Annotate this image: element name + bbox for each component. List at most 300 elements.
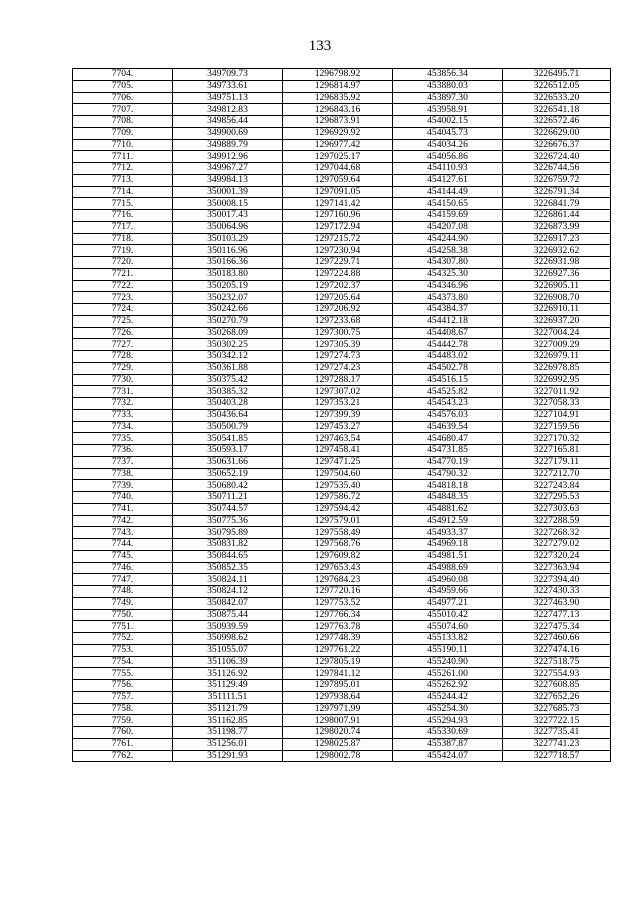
table-row (73, 738, 611, 750)
table-row (73, 492, 611, 504)
y2-coordinate-cell: 3227004.24 (503, 327, 611, 339)
x2-coordinate-cell: 455424.07 (393, 750, 503, 762)
y1-coordinate-cell: 1297453.27 (283, 421, 393, 433)
x1-coordinate-cell: 350166.36 (173, 257, 283, 269)
x1-coordinate-cell: 349900.69 (173, 127, 283, 139)
table-row (73, 186, 611, 198)
y2-coordinate-cell: 3226917.23 (503, 233, 611, 245)
x1-coordinate-cell: 350795.89 (173, 527, 283, 539)
y2-coordinate-cell: 3227394.40 (503, 574, 611, 586)
x1-coordinate-cell: 349967.27 (173, 163, 283, 175)
y1-coordinate-cell: 1297353.21 (283, 398, 393, 410)
x2-coordinate-cell: 454988.69 (393, 562, 503, 574)
table-row (73, 69, 611, 81)
table-row (73, 515, 611, 527)
table-row (73, 727, 611, 739)
x2-coordinate-cell: 455262.92 (393, 680, 503, 692)
x1-coordinate-cell: 350342.12 (173, 351, 283, 363)
point-number-cell: 7721. (73, 268, 173, 280)
point-number-cell: 7704. (73, 69, 173, 81)
x2-coordinate-cell: 454207.08 (393, 221, 503, 233)
point-number-cell: 7712. (73, 163, 173, 175)
x1-coordinate-cell: 351129.49 (173, 680, 283, 692)
y2-coordinate-cell: 3226841.79 (503, 198, 611, 210)
y2-coordinate-cell: 3227165.81 (503, 445, 611, 457)
table-row (73, 151, 611, 163)
y1-coordinate-cell: 1297025.17 (283, 151, 393, 163)
x1-coordinate-cell: 349856.44 (173, 116, 283, 128)
y1-coordinate-cell: 1297307.02 (283, 386, 393, 398)
x1-coordinate-cell: 350939.59 (173, 621, 283, 633)
x2-coordinate-cell: 454818.18 (393, 480, 503, 492)
x1-coordinate-cell: 350232.07 (173, 292, 283, 304)
y2-coordinate-cell: 3227474.16 (503, 644, 611, 656)
point-number-cell: 7716. (73, 210, 173, 222)
y2-coordinate-cell: 3226495.71 (503, 69, 611, 81)
point-number-cell: 7733. (73, 409, 173, 421)
y2-coordinate-cell: 3226979.11 (503, 351, 611, 363)
x1-coordinate-cell: 350744.57 (173, 503, 283, 515)
point-number-cell: 7757. (73, 691, 173, 703)
point-number-cell: 7722. (73, 280, 173, 292)
y1-coordinate-cell: 1297841.12 (283, 668, 393, 680)
point-number-cell: 7743. (73, 527, 173, 539)
x1-coordinate-cell: 349912.96 (173, 151, 283, 163)
x2-coordinate-cell: 454150.65 (393, 198, 503, 210)
table-row (73, 210, 611, 222)
x1-coordinate-cell: 350205.19 (173, 280, 283, 292)
y2-coordinate-cell: 3227288.59 (503, 515, 611, 527)
table-row (73, 562, 611, 574)
x2-coordinate-cell: 454408.67 (393, 327, 503, 339)
x1-coordinate-cell: 350831.82 (173, 539, 283, 551)
y2-coordinate-cell: 3227463.90 (503, 597, 611, 609)
x2-coordinate-cell: 455244.42 (393, 691, 503, 703)
y2-coordinate-cell: 3226541.18 (503, 104, 611, 116)
point-number-cell: 7741. (73, 503, 173, 515)
x1-coordinate-cell: 351256.01 (173, 738, 283, 750)
y2-coordinate-cell: 3227735.41 (503, 727, 611, 739)
y2-coordinate-cell: 3226861.44 (503, 210, 611, 222)
x2-coordinate-cell: 454483.02 (393, 351, 503, 363)
coordinates-table (72, 68, 611, 762)
point-number-cell: 7745. (73, 550, 173, 562)
x2-coordinate-cell: 454307.80 (393, 257, 503, 269)
table-row (73, 292, 611, 304)
table-row (73, 445, 611, 457)
y1-coordinate-cell: 1297748.39 (283, 633, 393, 645)
point-number-cell: 7739. (73, 480, 173, 492)
y1-coordinate-cell: 1297594.42 (283, 503, 393, 515)
y1-coordinate-cell: 1297091.05 (283, 186, 393, 198)
y2-coordinate-cell: 3226910.11 (503, 304, 611, 316)
x2-coordinate-cell: 455387.87 (393, 738, 503, 750)
y2-coordinate-cell: 3226533.20 (503, 92, 611, 104)
x2-coordinate-cell: 454442.78 (393, 339, 503, 351)
x2-coordinate-cell: 454258.38 (393, 245, 503, 257)
x2-coordinate-cell: 454770.19 (393, 456, 503, 468)
x1-coordinate-cell: 350116.96 (173, 245, 283, 257)
x2-coordinate-cell: 453897.30 (393, 92, 503, 104)
point-number-cell: 7749. (73, 597, 173, 609)
x2-coordinate-cell: 454848.35 (393, 492, 503, 504)
table-row (73, 163, 611, 175)
point-number-cell: 7719. (73, 245, 173, 257)
x1-coordinate-cell: 350385.32 (173, 386, 283, 398)
y1-coordinate-cell: 1296843.16 (283, 104, 393, 116)
y2-coordinate-cell: 3226992.95 (503, 374, 611, 386)
table-row (73, 409, 611, 421)
y2-coordinate-cell: 3226572.46 (503, 116, 611, 128)
point-number-cell: 7720. (73, 257, 173, 269)
x1-coordinate-cell: 350017.43 (173, 210, 283, 222)
table-row (73, 574, 611, 586)
x2-coordinate-cell: 454045.73 (393, 127, 503, 139)
y2-coordinate-cell: 3227179.11 (503, 456, 611, 468)
table-row (73, 139, 611, 151)
x1-coordinate-cell: 350001.39 (173, 186, 283, 198)
x1-coordinate-cell: 351162.85 (173, 715, 283, 727)
x1-coordinate-cell: 350103.29 (173, 233, 283, 245)
y2-coordinate-cell: 3226512.05 (503, 80, 611, 92)
table-row (73, 362, 611, 374)
table-row (73, 339, 611, 351)
y2-coordinate-cell: 3226724.40 (503, 151, 611, 163)
table-row (73, 527, 611, 539)
table-row (73, 421, 611, 433)
table-row (73, 104, 611, 116)
x2-coordinate-cell: 455133.82 (393, 633, 503, 645)
y2-coordinate-cell: 3227011.92 (503, 386, 611, 398)
x1-coordinate-cell: 350302.25 (173, 339, 283, 351)
point-number-cell: 7760. (73, 727, 173, 739)
table-row (73, 351, 611, 363)
y2-coordinate-cell: 3226927.36 (503, 268, 611, 280)
y2-coordinate-cell: 3227741.23 (503, 738, 611, 750)
y2-coordinate-cell: 3227722.15 (503, 715, 611, 727)
x1-coordinate-cell: 350361.88 (173, 362, 283, 374)
point-number-cell: 7713. (73, 174, 173, 186)
point-number-cell: 7731. (73, 386, 173, 398)
table-row (73, 198, 611, 210)
table-row (73, 750, 611, 762)
table-row (73, 703, 611, 715)
y1-coordinate-cell: 1297971.99 (283, 703, 393, 715)
table-row (73, 386, 611, 398)
table-row (73, 80, 611, 92)
y2-coordinate-cell: 3226791.34 (503, 186, 611, 198)
x1-coordinate-cell: 351055.07 (173, 644, 283, 656)
y2-coordinate-cell: 3227477.13 (503, 609, 611, 621)
x2-coordinate-cell: 454881.62 (393, 503, 503, 515)
x2-coordinate-cell: 454731.85 (393, 445, 503, 457)
x2-coordinate-cell: 454346.96 (393, 280, 503, 292)
y2-coordinate-cell: 3227009.29 (503, 339, 611, 351)
x2-coordinate-cell: 455261.00 (393, 668, 503, 680)
point-number-cell: 7723. (73, 292, 173, 304)
y1-coordinate-cell: 1297229.71 (283, 257, 393, 269)
x2-coordinate-cell: 454981.51 (393, 550, 503, 562)
table-row (73, 221, 611, 233)
x1-coordinate-cell: 351106.39 (173, 656, 283, 668)
point-number-cell: 7705. (73, 80, 173, 92)
table-row (73, 609, 611, 621)
y2-coordinate-cell: 3227685.73 (503, 703, 611, 715)
point-number-cell: 7740. (73, 492, 173, 504)
x2-coordinate-cell: 454056.86 (393, 151, 503, 163)
y1-coordinate-cell: 1298025.87 (283, 738, 393, 750)
y2-coordinate-cell: 3227170.32 (503, 433, 611, 445)
point-number-cell: 7730. (73, 374, 173, 386)
y2-coordinate-cell: 3227518.75 (503, 656, 611, 668)
x2-coordinate-cell: 454502.78 (393, 362, 503, 374)
y1-coordinate-cell: 1297458.41 (283, 445, 393, 457)
x2-coordinate-cell: 454525.82 (393, 386, 503, 398)
point-number-cell: 7728. (73, 351, 173, 363)
x1-coordinate-cell: 350875.44 (173, 609, 283, 621)
y2-coordinate-cell: 3227243.84 (503, 480, 611, 492)
table-row (73, 633, 611, 645)
x1-coordinate-cell: 350375.42 (173, 374, 283, 386)
y1-coordinate-cell: 1297761.22 (283, 644, 393, 656)
x2-coordinate-cell: 455074.60 (393, 621, 503, 633)
y1-coordinate-cell: 1297305.39 (283, 339, 393, 351)
point-number-cell: 7714. (73, 186, 173, 198)
x2-coordinate-cell: 454516.15 (393, 374, 503, 386)
x2-coordinate-cell: 454576.03 (393, 409, 503, 421)
y2-coordinate-cell: 3227363.94 (503, 562, 611, 574)
x2-coordinate-cell: 454959.66 (393, 586, 503, 598)
x2-coordinate-cell: 454912.59 (393, 515, 503, 527)
y2-coordinate-cell: 3226905.11 (503, 280, 611, 292)
x1-coordinate-cell: 349889.79 (173, 139, 283, 151)
point-number-cell: 7758. (73, 703, 173, 715)
x2-coordinate-cell: 455254.30 (393, 703, 503, 715)
y1-coordinate-cell: 1297609.82 (283, 550, 393, 562)
y2-coordinate-cell: 3227554.93 (503, 668, 611, 680)
x1-coordinate-cell: 350844.65 (173, 550, 283, 562)
x2-coordinate-cell: 453958.91 (393, 104, 503, 116)
y1-coordinate-cell: 1297471.25 (283, 456, 393, 468)
x1-coordinate-cell: 351126.92 (173, 668, 283, 680)
table-row (73, 92, 611, 104)
x2-coordinate-cell: 454680.47 (393, 433, 503, 445)
y1-coordinate-cell: 1297766.34 (283, 609, 393, 621)
y2-coordinate-cell: 3226676.37 (503, 139, 611, 151)
point-number-cell: 7762. (73, 750, 173, 762)
y2-coordinate-cell: 3227279.02 (503, 539, 611, 551)
y1-coordinate-cell: 1297215.72 (283, 233, 393, 245)
x1-coordinate-cell: 350268.09 (173, 327, 283, 339)
y2-coordinate-cell: 3226629.00 (503, 127, 611, 139)
y2-coordinate-cell: 3226931.98 (503, 257, 611, 269)
y2-coordinate-cell: 3227475.34 (503, 621, 611, 633)
x1-coordinate-cell: 350541.85 (173, 433, 283, 445)
x2-coordinate-cell: 454933.37 (393, 527, 503, 539)
point-number-cell: 7737. (73, 456, 173, 468)
x2-coordinate-cell: 454960.08 (393, 574, 503, 586)
y1-coordinate-cell: 1297059.64 (283, 174, 393, 186)
x2-coordinate-cell: 454127.61 (393, 174, 503, 186)
x1-coordinate-cell: 350242.66 (173, 304, 283, 316)
x1-coordinate-cell: 349812.83 (173, 104, 283, 116)
y2-coordinate-cell: 3226759.72 (503, 174, 611, 186)
point-number-cell: 7754. (73, 656, 173, 668)
point-number-cell: 7744. (73, 539, 173, 551)
y1-coordinate-cell: 1296929.92 (283, 127, 393, 139)
table-row (73, 233, 611, 245)
y1-coordinate-cell: 1297300.75 (283, 327, 393, 339)
table-row (73, 503, 611, 515)
y2-coordinate-cell: 3227104.91 (503, 409, 611, 421)
table-row (73, 644, 611, 656)
y1-coordinate-cell: 1297224.88 (283, 268, 393, 280)
point-number-cell: 7724. (73, 304, 173, 316)
point-number-cell: 7736. (73, 445, 173, 457)
y2-coordinate-cell: 3226937.20 (503, 315, 611, 327)
y1-coordinate-cell: 1296814.97 (283, 80, 393, 92)
y2-coordinate-cell: 3227718.57 (503, 750, 611, 762)
point-number-cell: 7729. (73, 362, 173, 374)
table-row (73, 691, 611, 703)
x1-coordinate-cell: 350824.11 (173, 574, 283, 586)
y1-coordinate-cell: 1297753.52 (283, 597, 393, 609)
y1-coordinate-cell: 1297141.42 (283, 198, 393, 210)
table-row (73, 539, 611, 551)
y1-coordinate-cell: 1296835.92 (283, 92, 393, 104)
y1-coordinate-cell: 1297044.68 (283, 163, 393, 175)
x2-coordinate-cell: 454373.80 (393, 292, 503, 304)
x1-coordinate-cell: 349984.13 (173, 174, 283, 186)
point-number-cell: 7747. (73, 574, 173, 586)
y1-coordinate-cell: 1297653.43 (283, 562, 393, 574)
y2-coordinate-cell: 3227295.53 (503, 492, 611, 504)
x2-coordinate-cell: 455294.93 (393, 715, 503, 727)
x2-coordinate-cell: 454977.21 (393, 597, 503, 609)
x2-coordinate-cell: 454412.18 (393, 315, 503, 327)
y1-coordinate-cell: 1297805.19 (283, 656, 393, 668)
table-row (73, 621, 611, 633)
point-number-cell: 7725. (73, 315, 173, 327)
x1-coordinate-cell: 350270.79 (173, 315, 283, 327)
y1-coordinate-cell: 1297938.64 (283, 691, 393, 703)
y1-coordinate-cell: 1297206.92 (283, 304, 393, 316)
y2-coordinate-cell: 3226908.70 (503, 292, 611, 304)
table-row (73, 174, 611, 186)
x2-coordinate-cell: 455240.90 (393, 656, 503, 668)
x1-coordinate-cell: 350711.21 (173, 492, 283, 504)
x1-coordinate-cell: 350998.62 (173, 633, 283, 645)
y1-coordinate-cell: 1297895.01 (283, 680, 393, 692)
y1-coordinate-cell: 1297172.94 (283, 221, 393, 233)
x1-coordinate-cell: 350775.36 (173, 515, 283, 527)
table-row (73, 315, 611, 327)
x1-coordinate-cell: 350852.35 (173, 562, 283, 574)
point-number-cell: 7753. (73, 644, 173, 656)
y2-coordinate-cell: 3227652.26 (503, 691, 611, 703)
x2-coordinate-cell: 454969.18 (393, 539, 503, 551)
point-number-cell: 7709. (73, 127, 173, 139)
x1-coordinate-cell: 351291.93 (173, 750, 283, 762)
table-row (73, 597, 611, 609)
table-row (73, 433, 611, 445)
table-row (73, 257, 611, 269)
table-row (73, 456, 611, 468)
y1-coordinate-cell: 1297205.64 (283, 292, 393, 304)
point-number-cell: 7707. (73, 104, 173, 116)
point-number-cell: 7727. (73, 339, 173, 351)
y1-coordinate-cell: 1298007.91 (283, 715, 393, 727)
x1-coordinate-cell: 350631.66 (173, 456, 283, 468)
x2-coordinate-cell: 453880.03 (393, 80, 503, 92)
table-row (73, 668, 611, 680)
table-row (73, 398, 611, 410)
point-number-cell: 7710. (73, 139, 173, 151)
point-number-cell: 7717. (73, 221, 173, 233)
point-number-cell: 7718. (73, 233, 173, 245)
x1-coordinate-cell: 350183.80 (173, 268, 283, 280)
y1-coordinate-cell: 1297558.49 (283, 527, 393, 539)
table-row (73, 116, 611, 128)
y1-coordinate-cell: 1297504.60 (283, 468, 393, 480)
y1-coordinate-cell: 1297463.54 (283, 433, 393, 445)
y1-coordinate-cell: 1297720.16 (283, 586, 393, 598)
y1-coordinate-cell: 1297763.78 (283, 621, 393, 633)
point-number-cell: 7732. (73, 398, 173, 410)
x1-coordinate-cell: 351198.77 (173, 727, 283, 739)
x1-coordinate-cell: 350824.12 (173, 586, 283, 598)
x1-coordinate-cell: 351121.79 (173, 703, 283, 715)
table-row (73, 245, 611, 257)
y1-coordinate-cell: 1297399.39 (283, 409, 393, 421)
x2-coordinate-cell: 454159.69 (393, 210, 503, 222)
table-row (73, 280, 611, 292)
point-number-cell: 7715. (73, 198, 173, 210)
x1-coordinate-cell: 351111.51 (173, 691, 283, 703)
table-row (73, 480, 611, 492)
x1-coordinate-cell: 350403.28 (173, 398, 283, 410)
y2-coordinate-cell: 3227212.70 (503, 468, 611, 480)
table-row (73, 468, 611, 480)
point-number-cell: 7708. (73, 116, 173, 128)
y1-coordinate-cell: 1297579.01 (283, 515, 393, 527)
x2-coordinate-cell: 454244.90 (393, 233, 503, 245)
x2-coordinate-cell: 455190.11 (393, 644, 503, 656)
point-number-cell: 7726. (73, 327, 173, 339)
page-number: 133 (308, 38, 332, 54)
y1-coordinate-cell: 1297230.94 (283, 245, 393, 257)
point-number-cell: 7735. (73, 433, 173, 445)
point-number-cell: 7711. (73, 151, 173, 163)
x2-coordinate-cell: 453856.34 (393, 69, 503, 81)
coordinates-table-body (73, 69, 611, 762)
table-row (73, 127, 611, 139)
y1-coordinate-cell: 1297568.76 (283, 539, 393, 551)
x1-coordinate-cell: 350652.19 (173, 468, 283, 480)
x1-coordinate-cell: 350593.17 (173, 445, 283, 457)
table-row (73, 304, 611, 316)
y1-coordinate-cell: 1296798.92 (283, 69, 393, 81)
x2-coordinate-cell: 454543.23 (393, 398, 503, 410)
x2-coordinate-cell: 454639.54 (393, 421, 503, 433)
x1-coordinate-cell: 350064.96 (173, 221, 283, 233)
table-row (73, 374, 611, 386)
y2-coordinate-cell: 3227159.56 (503, 421, 611, 433)
point-number-cell: 7752. (73, 633, 173, 645)
x1-coordinate-cell: 349709.73 (173, 69, 283, 81)
y1-coordinate-cell: 1297274.73 (283, 351, 393, 363)
y2-coordinate-cell: 3226744.56 (503, 163, 611, 175)
